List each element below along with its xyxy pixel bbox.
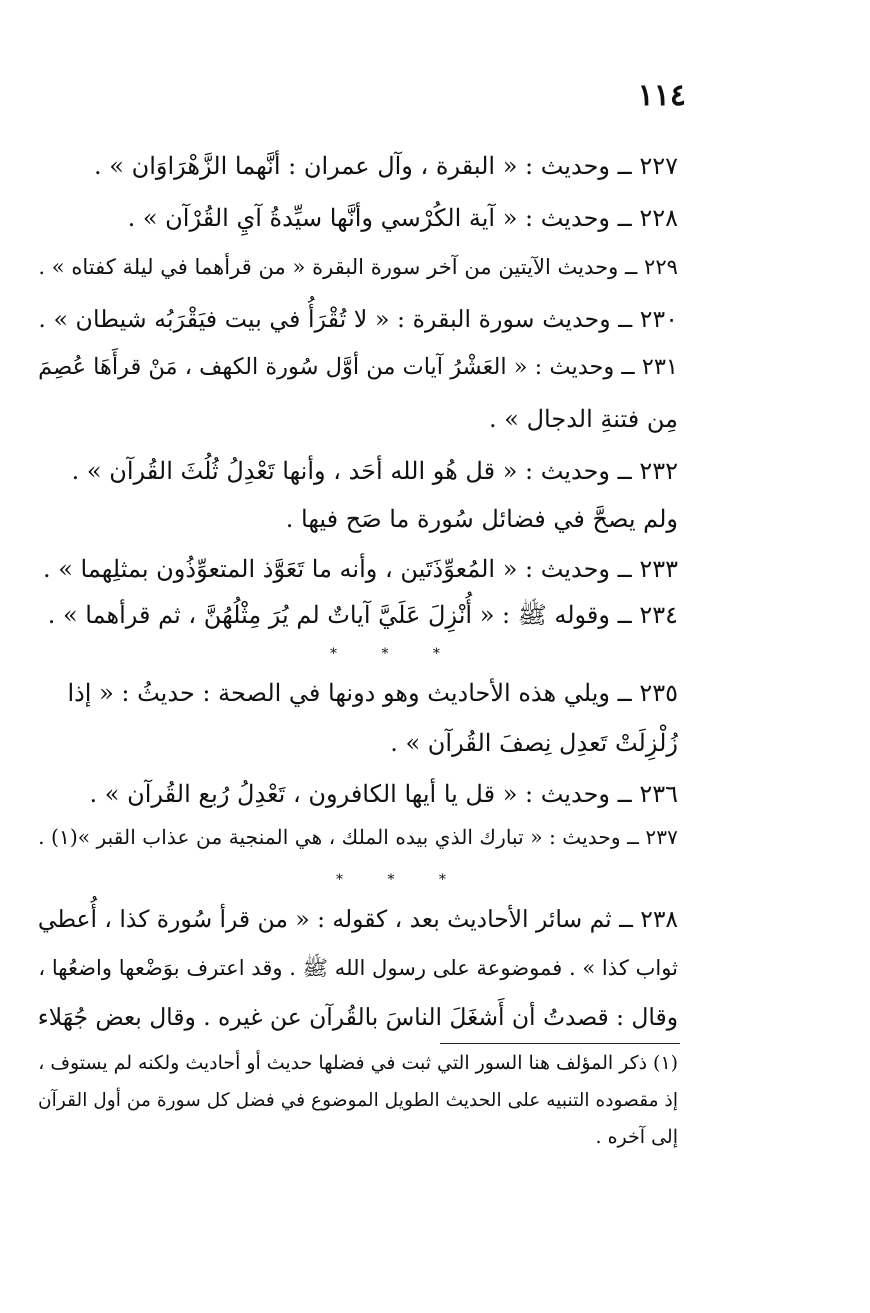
hadith-237: ٢٣٧ ــ وحديث : « تبارك الذي بيده الملك ، هي المنجية من عذاب القبر »(١) . — [38, 825, 678, 849]
hadith-238-cont1: ثواب كذا » . فموضوعة على رسول الله ﷺ . وقد اعترف بوَضْعها واضعُها ، — [38, 955, 678, 980]
footnote-divider — [440, 1043, 680, 1044]
footnote-line-2: إذ مقصوده التنبيه على الحديث الطويل الموضوع في فضل كل سورة من أول القرآن — [38, 1090, 678, 1111]
hadith-238: ٢٣٨ ــ ثم سائر الأحاديث بعد ، كقوله : « من قرأ سُورة كذا ، أُعطي — [37, 905, 678, 933]
hadith-228: ٢٢٨ ــ وحديث : « آية الكُرْسي وأنَّها سيِّدةُ آيِ القُرْآن » . — [127, 204, 678, 232]
hadith-231: ٢٣١ ــ وحديث : « العَشْرُ آيات من أوَّل سُورة الكهف ، مَنْ قرأَهَا عُصِمَ — [38, 354, 678, 380]
page-number: ١١٤ — [637, 78, 686, 113]
hadith-238-cont2: وقال : قصدتُ أن أَشغَلَ الناسَ بالقُرآن عن غيره . وقال بعض جُهَلاء — [37, 1003, 678, 1031]
footnote-line-1: (١) ذكر المؤلف هنا السور التي ثبت في فضلها حديث أو أحاديث ولكنه لم يستوف ، — [38, 1052, 678, 1074]
separator-stars: * * * — [330, 646, 460, 662]
hadith-232: ٢٣٢ ــ وحديث : « قل هُو الله أحَد ، وأنها تَعْدِلُ ثُلُثَ القُرآن » . — [71, 457, 678, 485]
hadith-236: ٢٣٦ ــ وحديث : « قل يا أيها الكافرون ، تَعْدِلُ رُبع القُرآن » . — [89, 780, 678, 808]
hadith-234: ٢٣٤ ــ وقوله ﷺ : « أُنْزِلَ عَلَيَّ آياتٌ لم يُرَ مِثْلُهُنَّ ، ثم قرأهما » . — [47, 601, 678, 629]
hadith-235-cont: زُلْزِلَتْ تَعدِل نِصفَ القُرآن » . — [390, 729, 678, 757]
separator-stars-2: * * * — [336, 872, 466, 888]
remark-line: ولم يصحَّ في فضائل سُورة ما صَح فيها . — [285, 505, 678, 533]
hadith-231-cont: مِن فتنةِ الدجال » . — [489, 405, 678, 433]
hadith-233: ٢٣٣ ــ وحديث : « المُعوِّذَتَين ، وأنه ما تَعَوَّذ المتعوِّذُون بمثلِهما » . — [42, 555, 678, 583]
hadith-229: ٢٢٩ ــ وحديث الآيتين من آخر سورة البقرة « من قرأهما في ليلة كفتاه » . — [38, 254, 678, 279]
hadith-230: ٢٣٠ ــ وحديث سورة البقرة : « لا تُقْرَأُ في بيت فيَقْرَبُه شيطان » . — [38, 305, 678, 333]
hadith-227: ٢٢٧ ــ وحديث : « البقرة ، وآل عمران : أنَّهما الزَّهْرَاوَان » . — [94, 152, 678, 180]
hadith-235: ٢٣٥ ــ ويلي هذه الأحاديث وهو دونها في الصحة : حديثُ : « إذا — [67, 679, 678, 707]
footnote-line-3: إلى آخره . — [595, 1126, 678, 1148]
